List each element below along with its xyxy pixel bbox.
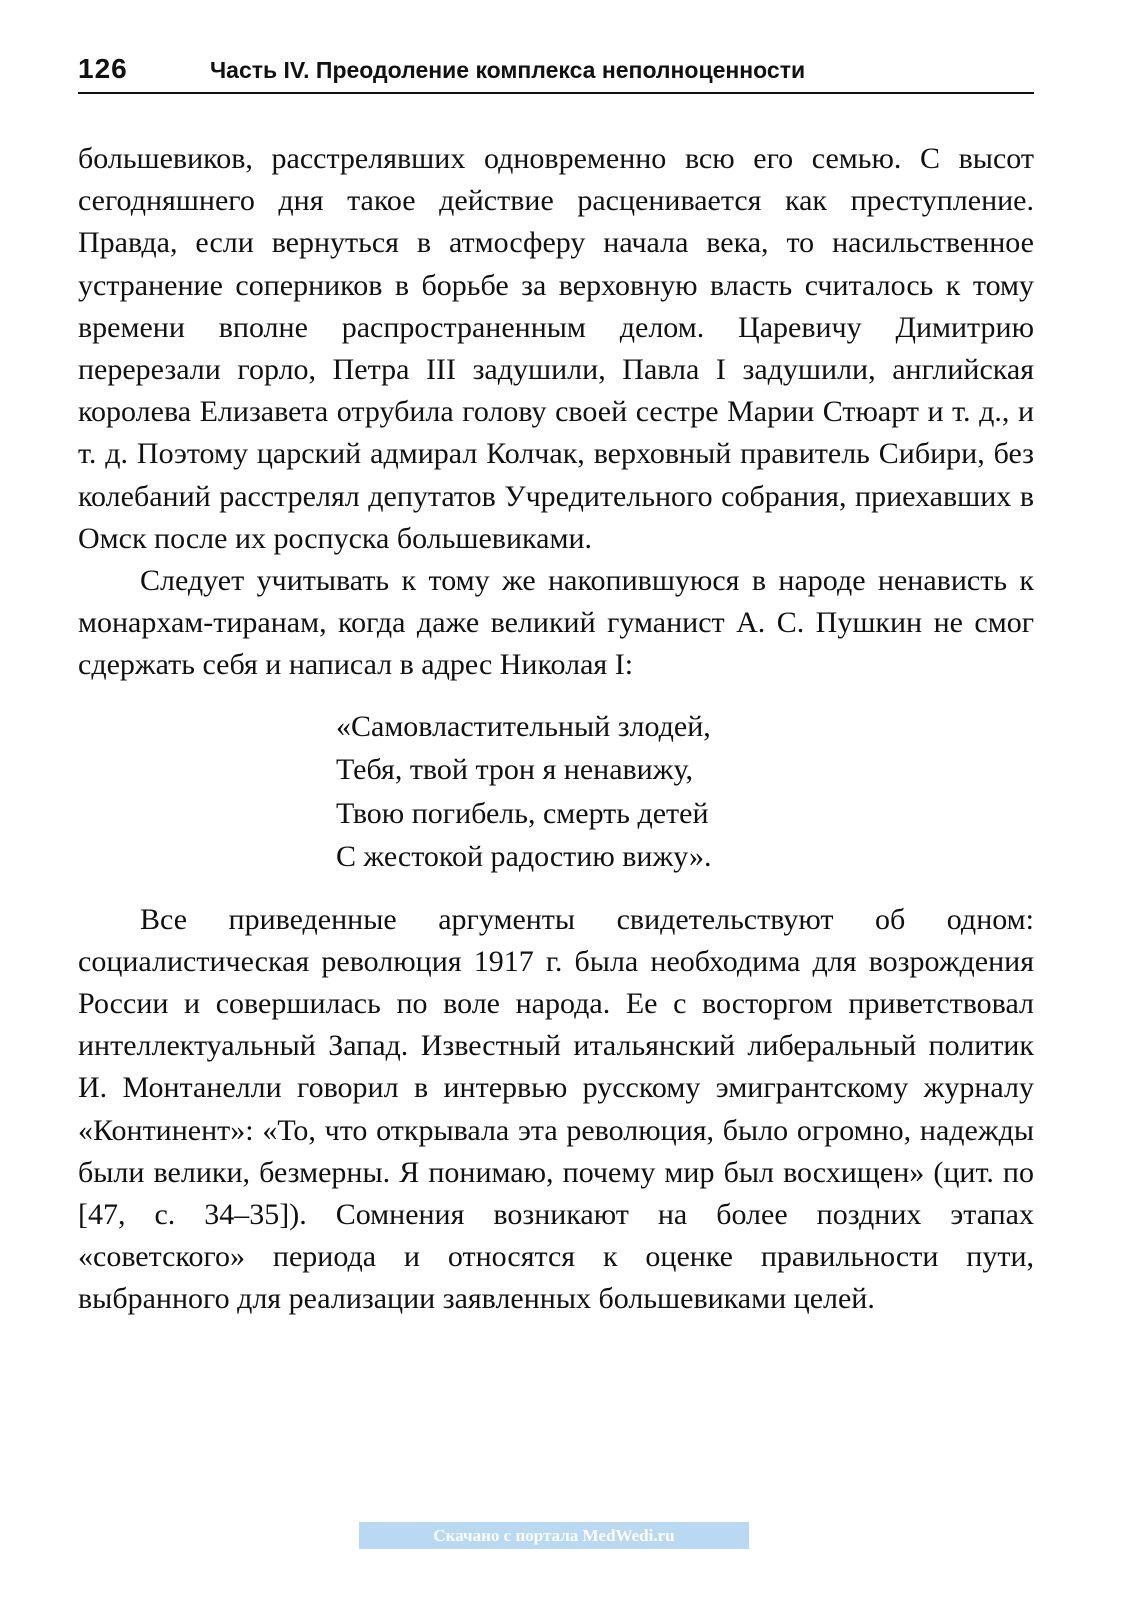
body-paragraph-3: Все приведенные аргументы свидетельствуют об одном: социалистическая революция 1917 г. была необходима для возрождения России и совершилась по воле народа. Ее с восторгом приветствовал интеллектуальный Запад. Известный итальянский либеральный политик И. Монтанелли говорил в интервью русскому эмигрантскому журналу «Континент»: «То, что открывала эта революция, было огромно, надежды были велики, безмерны. Я понимаю, почему мир был восхищен» (цит. по [47, с. 34–35]). Сомнения возникают на более поздних этапах «советского» периода и относятся к оценке правильности пути, выбранного для реализации заявленных большевиками целей. [78, 902, 1034, 1316]
poem-line-3: Твою погибель, смерть детей [336, 796, 709, 830]
running-title: Часть IV. Преодоление комплекса неполноценности [210, 57, 806, 83]
body-paragraph-1: большевиков, расстрелявших одновременно всю его семью. С высот сегодняшнего дня такое действие расценивается как преступление. Правда, если вернуться в атмосферу начала века, то насильственное устранение соперников в борьбе за верховную власть считалось к тому времени вполне распространенным делом. Царевичу Димитрию перерезали горло, Петра III задушили, Павла I задушили, английская королева Елизавета отрубила голову своей сестре Марии Стюарт и т. д., и т. д. Поэтому царский адмирал Колчак, верховный правитель Сибири, без колебаний расстрелял депутатов Учредительного собрания, приехавших в Омск после их роспуска большевиками. [78, 142, 1034, 555]
page-body-text [78, 138, 1034, 1321]
page-number: 126 [78, 53, 128, 84]
download-watermark: Скачано с портала MedWedi.ru [359, 1522, 749, 1549]
body-paragraph-2: Следует учитывать к тому же накопившуюся в народе ненависть к монархам-тиранам, когда даже великий гуманист А. С. Пушкин не смог сдержать себя и написал в адрес Николая I: [78, 564, 1034, 682]
poem-line-2: Тебя, твой трон я ненавижу, [336, 753, 693, 787]
poem-quote [336, 705, 1034, 879]
poem-line-4: С жестокой радостию вижу». [336, 840, 712, 874]
poem-line-1: «Самовластительный злодей, [336, 709, 711, 743]
page-header [78, 52, 1034, 94]
